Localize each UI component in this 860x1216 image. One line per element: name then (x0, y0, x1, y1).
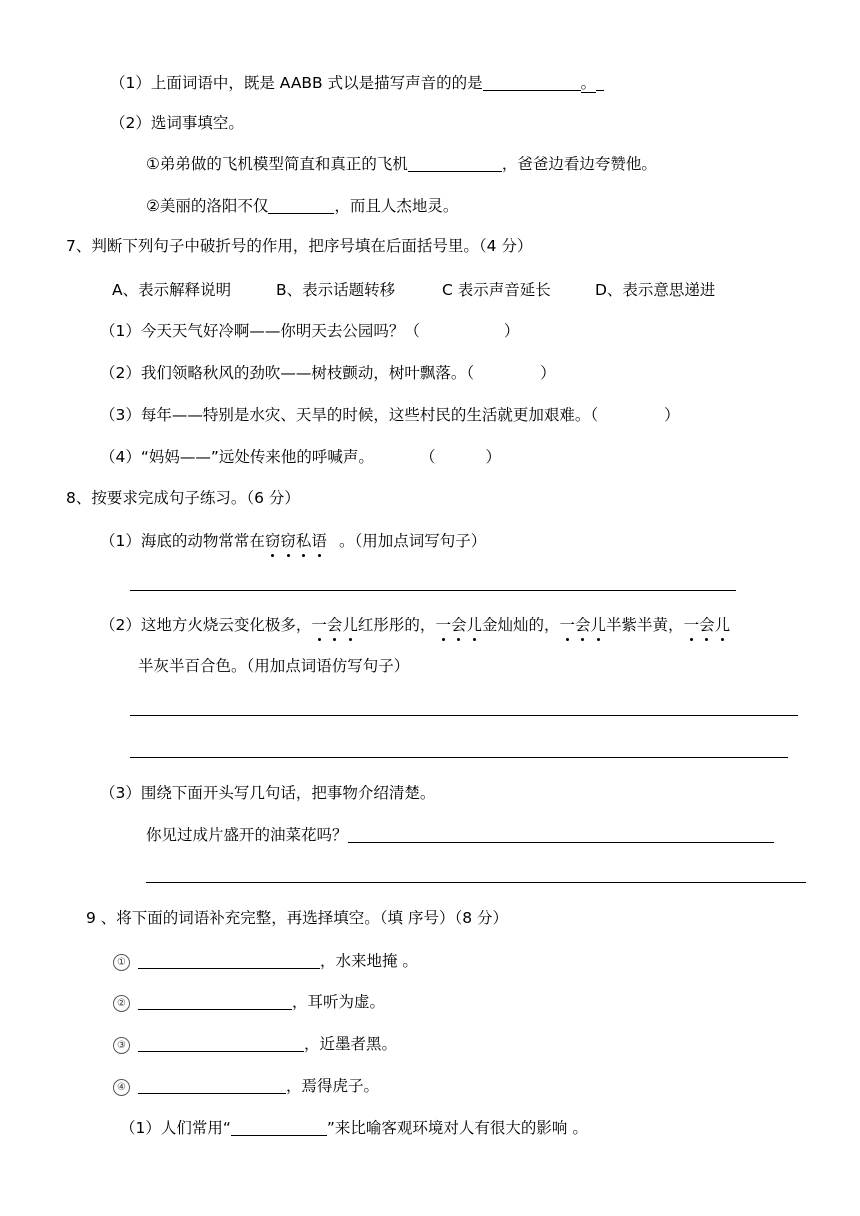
q7-item-3: （3）每年——特别是水灾、天旱的时候，这些村民的生活就更加艰难。（ ） (100, 406, 680, 424)
q8-item-3-start: 你见过成片盛开的油菜花吗？ (146, 824, 774, 846)
q8-title: 8、按要求完成句子练习。（6 分） (66, 489, 300, 507)
q9-idiom-4: ④ ，焉得虎子。 (113, 1075, 379, 1097)
q8-item-3: （3）围绕下面开头写几句话，把事物介绍清楚。 (100, 784, 436, 802)
q9-idiom-1: ① ，水来地掩 。 (113, 950, 418, 972)
answer-blank[interactable] (268, 195, 334, 214)
q7-item-4: （4）“妈妈——”远处传来他的呼喊声。 （ ） (100, 448, 501, 466)
answer-blank[interactable] (138, 950, 320, 969)
answer-blank[interactable] (483, 72, 581, 91)
answer-line[interactable] (130, 715, 798, 716)
q7-option-c: C 表示声音延长 (442, 281, 551, 299)
q6-fill-b: ②美丽的洛阳不仅 ，而且人杰地灵。 (146, 197, 459, 215)
q7-option-b: B、表示话题转移 (276, 281, 396, 299)
q7-option-a: A、表示解释说明 (112, 281, 232, 299)
q6-sentence-1: （1）上面词语中，既是 AABB 式以是描写声音的的是 。 (110, 72, 604, 94)
q8-item-2-cont: 半灰半百合色。（用加点词语仿写句子） (138, 657, 410, 675)
answer-line[interactable] (130, 590, 736, 591)
answer-blank[interactable] (138, 1075, 286, 1094)
answer-line[interactable] (130, 757, 788, 758)
q8-item-2: （2）这地方火烧云变化极多，一会儿红彤彤的，一会儿金灿灿的，一会儿半紫半黄，一会儿 (100, 616, 731, 634)
answer-line[interactable] (146, 882, 806, 883)
q6-sentence-2: （2）选词事填空。 (110, 114, 244, 132)
q9-fill-1: （1）人们常用“ ”来比喻客观环境对人有很大的影响 。 (120, 1119, 588, 1137)
answer-blank[interactable] (138, 991, 292, 1010)
q7-item-1: （1）今天天气好冷啊——你明天去公园吗？（ ） (100, 322, 520, 340)
dotted-char: 窃 (280, 532, 296, 550)
dotted-char: 窃 (264, 532, 281, 550)
q7-option-d: D、表示意思递进 (595, 281, 716, 299)
answer-blank[interactable] (348, 824, 774, 843)
dotted-char: 私 (295, 532, 312, 550)
q9-idiom-3: ③ ，近墨者黑。 (113, 1033, 397, 1055)
answer-blank[interactable] (408, 153, 502, 172)
q7-title: 7、判断下列句子中破折号的作用，把序号填在后面括号里。（4 分） (66, 237, 533, 255)
answer-blank[interactable] (138, 1033, 304, 1052)
answer-blank-tail (596, 72, 604, 91)
q9-idiom-2: ② ，耳听为虚。 (113, 991, 385, 1013)
dotted-char: 语 (311, 532, 327, 550)
q9-title: 9 、将下面的词语补充完整，再选择填空。（填 序号）（8 分） (86, 909, 509, 927)
q7-item-2: （2）我们领略秋风的劲吹——树枝颤动，树叶飘落。（ ） (100, 364, 556, 382)
q8-item-1: （1）海底的动物常常在窃窃私语 。（用加点词写句子） (100, 532, 487, 550)
q6-fill-a: ①弟弟做的飞机模型简直和真正的飞机 ，爸爸边看边夸赞他。 (146, 155, 657, 173)
answer-blank[interactable] (231, 1117, 327, 1136)
